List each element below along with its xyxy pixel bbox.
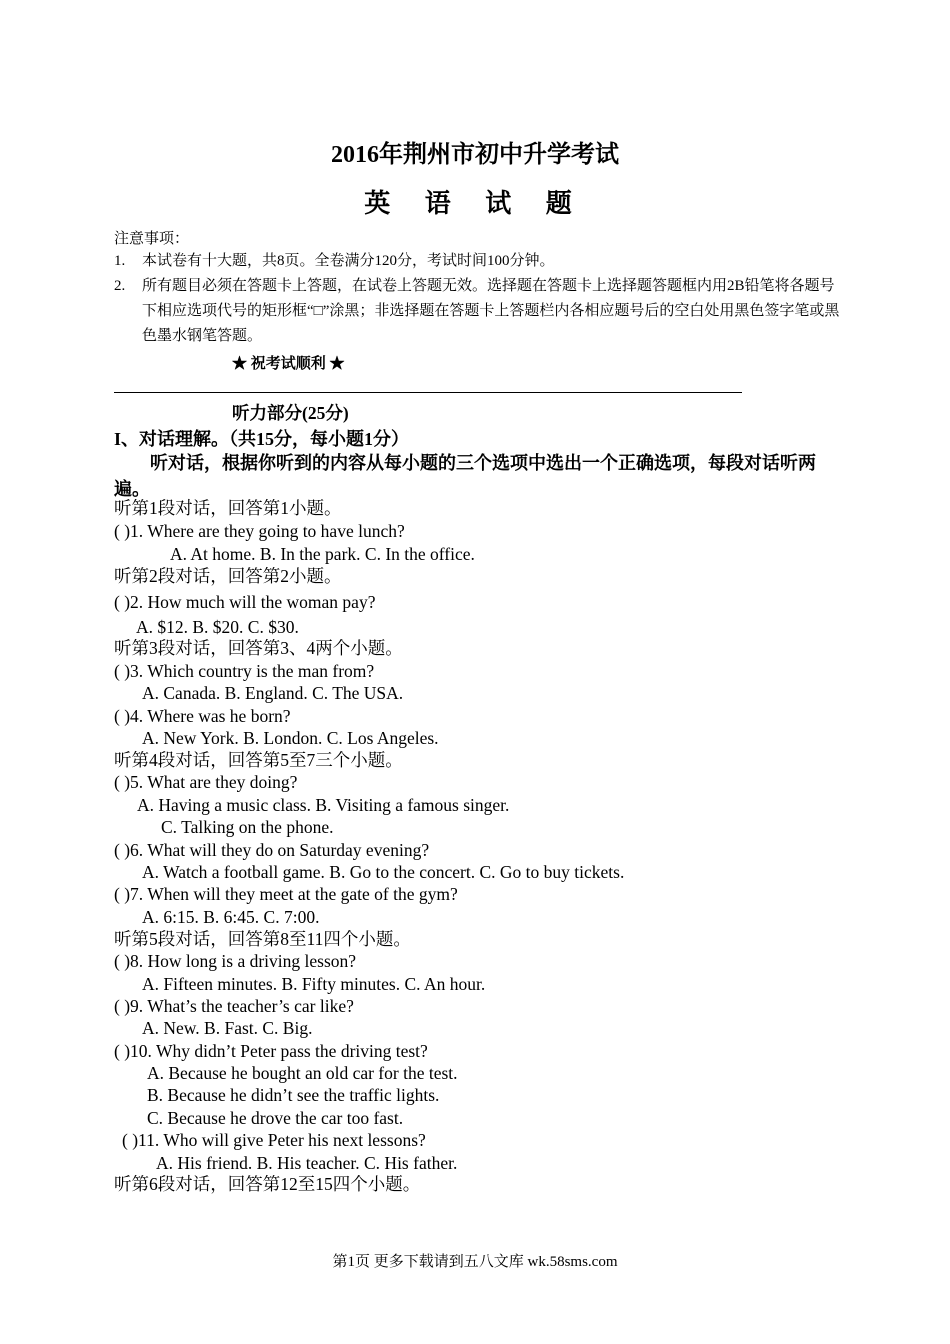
question-line: ( )4. Where was he born?: [114, 706, 291, 726]
question-line: ( )8. How long is a driving lesson?: [114, 951, 357, 971]
option-line: A. At home. B. In the park. C. In the office.: [170, 544, 475, 564]
question-line: ( )6. What will they do on Saturday evening?: [114, 840, 430, 860]
page-footer: 第1页 更多下载请到五八文库 wk.58sms.com: [332, 1254, 618, 1270]
option-line: A. New York. B. London. C. Los Angeles.: [142, 728, 439, 748]
option-line: A. Fifteen minutes. B. Fifty minutes. C. An hour.: [142, 974, 486, 994]
note-text: 本试卷有十大题，共8页。全卷满分120分，考试时间100分钟。: [142, 253, 555, 269]
option-line: A. $12. B. $20. C. $30.: [136, 617, 299, 637]
section-instruction: 听对话，根据你听到的内容从每小题的三个选项中选出一个正确选项，每段对话听两遍。: [114, 453, 816, 499]
divider: [114, 392, 742, 393]
dialogue-intro: 听第2段对话，回答第2小题。: [114, 566, 342, 586]
section-title: I、对话理解。（共15分，每小题1分）: [114, 429, 410, 449]
option-line: A. Canada. B. England. C. The USA.: [142, 683, 404, 703]
dialogue-intro: 听第5段对话，回答第8至11四个小题。: [114, 929, 411, 949]
question-line: ( )11. Who will give Peter his next lessons?: [122, 1130, 426, 1150]
option-line: A. 6:15. B. 6:45. C. 7:00.: [142, 907, 320, 927]
option-line: B. Because he didn’t see the traffic lights.: [147, 1085, 440, 1105]
question-line: ( )2. How much will the woman pay?: [114, 592, 376, 612]
good-luck-line: ★ 祝考试顺利 ★: [232, 356, 345, 372]
option-line: A. Having a music class. B. Visiting a famous singer.: [137, 795, 510, 815]
dialogue-intro: 听第1段对话，回答第1小题。: [114, 498, 342, 518]
listening-part-title: 听力部分(25分): [232, 403, 349, 423]
question-line: ( )3. Which country is the man from?: [114, 661, 375, 681]
option-line: A. New. B. Fast. C. Big.: [142, 1018, 313, 1038]
notes-heading: 注意事项：: [114, 231, 190, 247]
exam-subtitle: 英 语 试 题: [364, 189, 586, 218]
dialogue-intro: 听第3段对话，回答第3、4两个小题。: [114, 638, 403, 658]
note-number: 1.: [114, 253, 126, 269]
question-line: ( )9. What’s the teacher’s car like?: [114, 996, 354, 1016]
question-line: ( )5. What are they doing?: [114, 772, 298, 792]
option-line: C. Because he drove the car too fast.: [147, 1108, 404, 1128]
note-number: 2.: [114, 278, 126, 294]
option-line: C. Talking on the phone.: [161, 817, 334, 837]
question-line: ( )7. When will they meet at the gate of the gym?: [114, 884, 458, 904]
option-line: A. Watch a football game. B. Go to the concert. C. Go to buy tickets.: [142, 862, 625, 882]
question-line: ( )10. Why didn’t Peter pass the driving test?: [114, 1041, 428, 1061]
option-line: A. His friend. B. His teacher. C. His father.: [156, 1153, 458, 1173]
dialogue-intro: 听第6段对话，回答第12至15四个小题。: [114, 1174, 421, 1194]
dialogue-intro: 听第4段对话，回答第5至7三个小题。: [114, 750, 403, 770]
question-line: ( )1. Where are they going to have lunch?: [114, 521, 405, 541]
option-line: A. Because he bought an old car for the test.: [147, 1063, 458, 1083]
exam-title: 2016年荆州市初中升学考试: [331, 142, 619, 168]
note-text: 所有题目必须在答题卡上答题，在试卷上答题无效。选择题在答题卡上选择题答题框内用2B铅笔将各题号下相应选项代号的矩形框“□”涂黑；非选择题在答题卡上答题栏内各相应题号后的空白处用黑色签字笔或黑色墨水钢笔答题。: [142, 278, 840, 344]
